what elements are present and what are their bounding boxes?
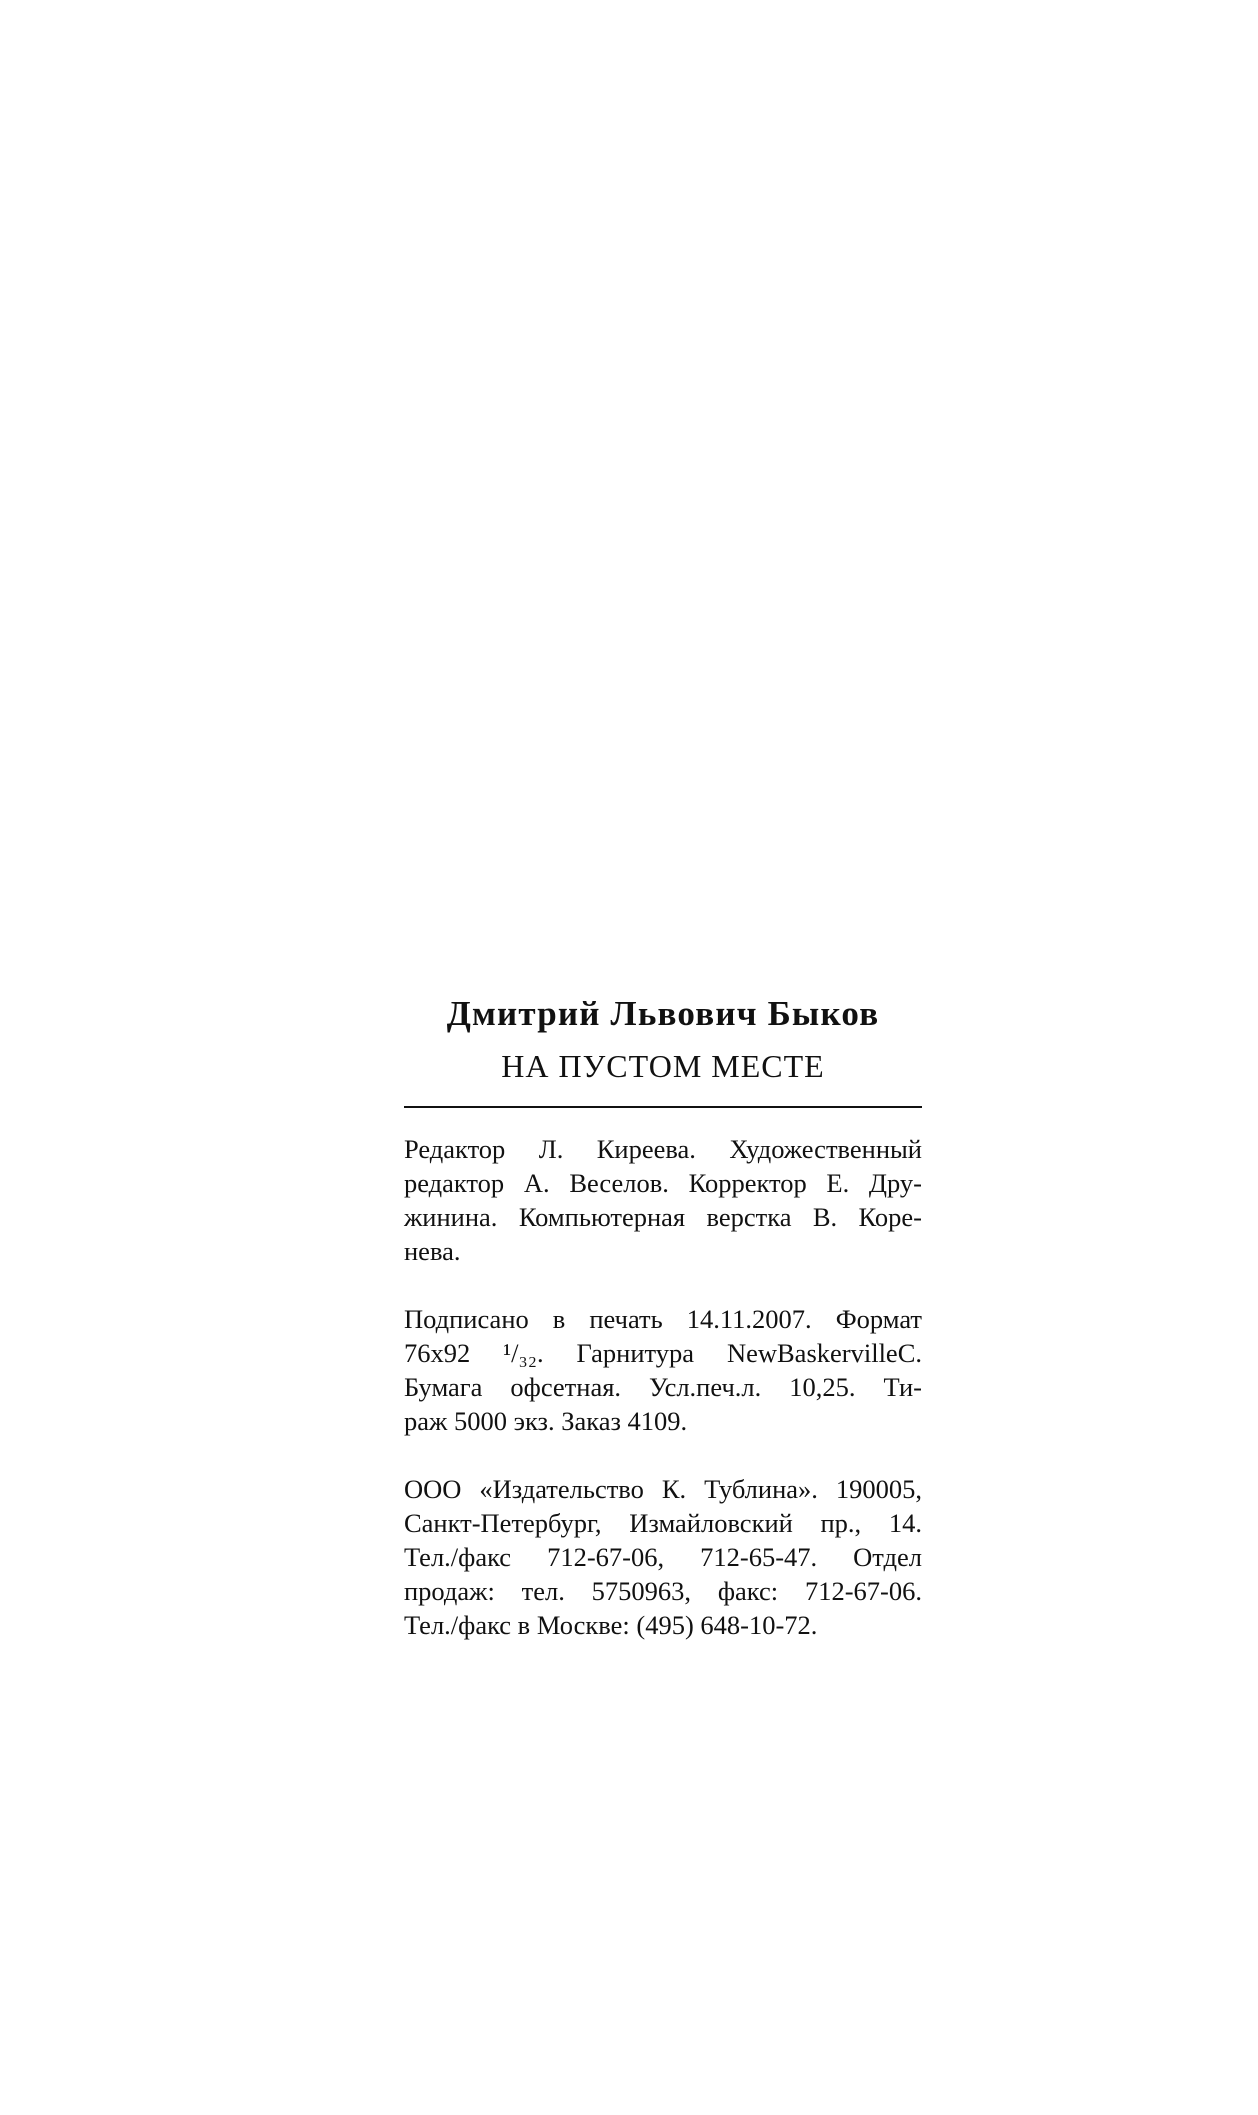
credits-paragraph [404,1132,922,1268]
printing-line: Бумага офсетная. Усл.печ.л. 10,25. Ти- [404,1372,922,1402]
credits-line: нева. [404,1236,461,1266]
credits-line: жинина. Компьютерная верстка В. Коре- [404,1202,922,1232]
colophon [404,990,922,1642]
publisher-line: Тел./факс в Москве: (495) 648-10-72. [404,1610,818,1640]
printing-paragraph [404,1302,922,1438]
book-title: НА ПУСТОМ МЕСТЕ [501,1048,825,1084]
author-name: Дмитрий Львович Быков [446,994,880,1033]
publisher-line: ООО «Издательство К. Тублина». 190005, [404,1474,922,1504]
printing-line: раж 5000 экз. Заказ 4109. [404,1406,688,1436]
publisher-line: Тел./факс 712-67-06, 712-65-47. Отдел [404,1542,922,1572]
divider-rule [404,1106,922,1108]
credits-line: Редактор Л. Киреева. Художественный [404,1134,922,1164]
publisher-line: продаж: тел. 5750963, факс: 712-67-06. [404,1576,922,1606]
printing-line: 76х92 ¹/₃₂. Гарнитура NewBaskervilleC. [404,1338,922,1368]
publisher-line: Санкт-Петербург, Измайловский пр., 14. [404,1508,922,1538]
printing-line: Подписано в печать 14.11.2007. Формат [404,1304,922,1334]
credits-line: редактор А. Веселов. Корректор Е. Дру- [404,1168,922,1198]
publisher-paragraph [404,1472,922,1642]
